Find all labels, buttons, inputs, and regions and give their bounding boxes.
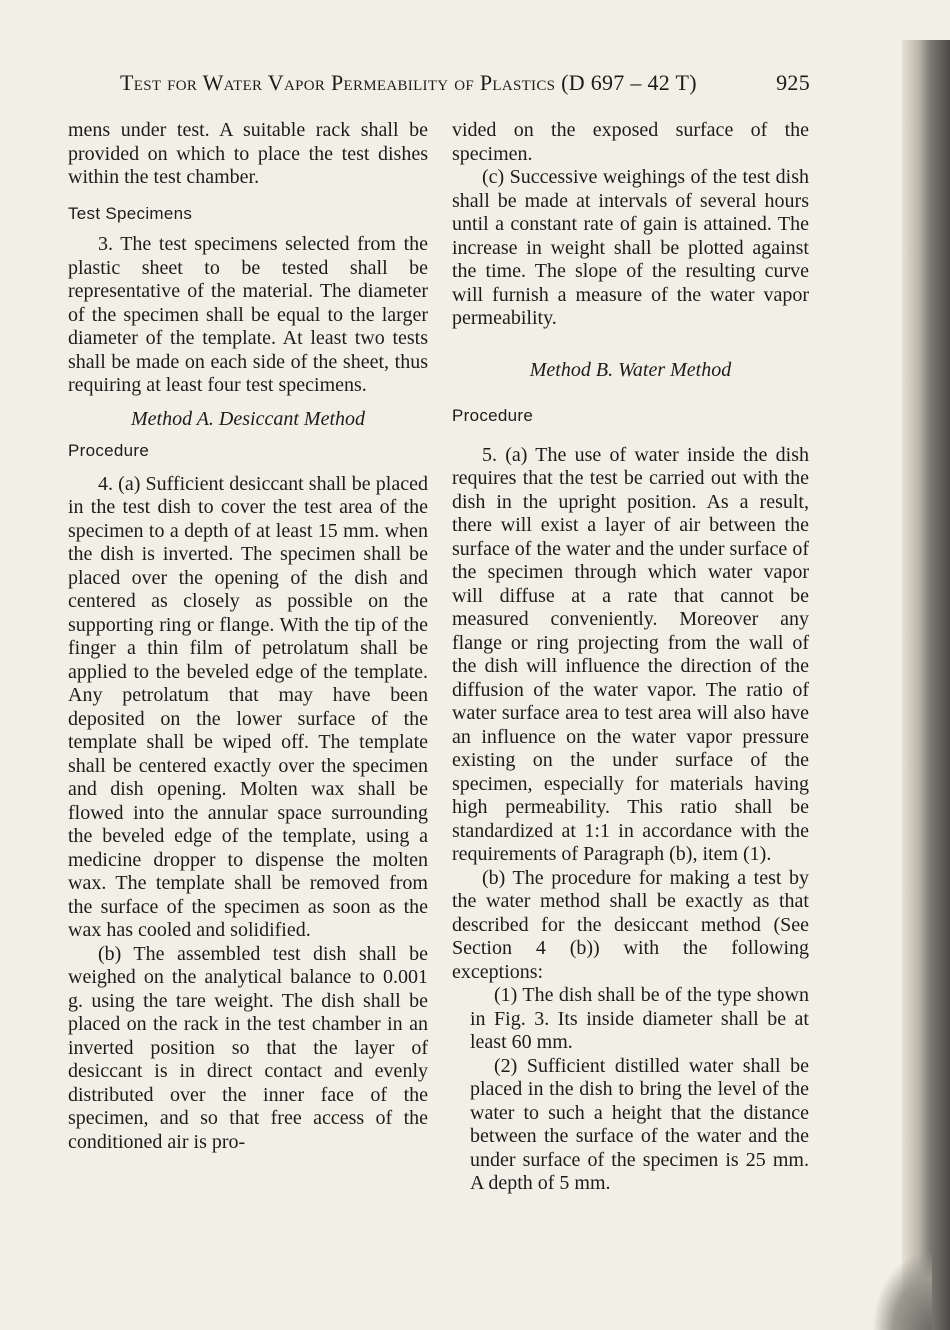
running-header: [120, 70, 810, 96]
method-heading-a: Method A. Desiccant Method: [130, 407, 365, 430]
paragraph: (c) Successive weighings of the test dish shall be made at intervals of several hours until a constant rate of gain is attained. The increase in weight shall be plotted against the time. The slope of the resulting curve will furnish a measure of the water vapor permeability.: [452, 166, 809, 329]
paragraph: vided on the exposed surface of the specimen.: [452, 119, 809, 165]
running-title: Test for Water Vapor Permeability of Plastics (D 697 – 42 T): [120, 70, 697, 95]
page-number: 925: [776, 70, 810, 95]
section-heading-test-specimens: Test Specimens: [68, 203, 193, 223]
left-column: [68, 119, 428, 1154]
right-column: [452, 119, 809, 1196]
page-corner-curl: [872, 1250, 932, 1330]
paragraph: mens under test. A suitable rack shall be provided on which to place the test dishes within the test chamber.: [68, 119, 428, 188]
section-heading-procedure: Procedure: [452, 406, 534, 425]
paragraph: 4. (a) Sufficient desiccant shall be placed in the test dish to cover the test area of the specimen to a depth of at least 15 mm. when the dish is inverted. The specimen shall be placed over the opening of the dish and centered as closely as possible on the supporting ring or flange. With the tip of the finger a thin film of petrolatum shall be applied to the beveled edge of the template. Any petrolatum that may have been deposited on the lower surface of the template shall be wiped off. The template shall be centered exactly over the specimen and dish opening. Molten wax shall be flowed into the annular space surrounding the beveled edge of the template, using a medicine dropper to dispense the molten wax. The template shall be removed from the surface of the specimen as soon as the wax has cooled and solidified.: [68, 472, 428, 941]
section-heading-procedure: Procedure: [68, 441, 150, 460]
paragraph: 5. (a) The use of water inside the dish requires that the test be carried out with the dish in the upright position. As a result, there will exist a layer of air between the surface of the water and the under surface of the specimen through which water vapor will diffuse at a rate that cannot be measured conveniently. Moreover any flange or ring projecting from the wall of the dish will influence the direction of the diffusion of the water vapor. The ratio of water surface area to test area will also have an influence on the water vapor pressure existing on the under surface of the specimen, especially for materials having high permeability. This ratio shall be standardized at 1:1 in accordance with the requirements of Paragraph (b), item (1).: [452, 443, 809, 865]
paragraph: (1) The dish shall be of the type shown in Fig. 3. Its inside diameter shall be at least 60 mm.: [470, 984, 809, 1053]
scan-binding-edge: [902, 40, 950, 1330]
method-heading-b: Method B. Water Method: [529, 358, 732, 381]
paragraph: (b) The assembled test dish shall be weighed on the analytical balance to 0.001 g. using the tare weight. The dish shall be placed on the rack in the test chamber in an inverted position so that the layer of desiccant is in direct contact and evenly distributed over the inner face of the specimen, and so that free access of the conditioned air is pro-: [68, 942, 428, 1153]
paragraph: (2) Sufficient distilled water shall be placed in the dish to bring the level of the water to such a height that the distance between the surface of the water and the under surface of the specimen is 25 mm. A depth of 5 mm.: [470, 1054, 809, 1194]
paragraph: (b) The procedure for making a test by the water method shall be exactly as that described for the desiccant method (See Section 4 (b)) with the following exceptions:: [452, 866, 809, 983]
paragraph: 3. The test specimens selected from the plastic sheet to be tested shall be representative of the material. The diameter of the specimen shall be equal to the larger diameter of the template. At least two tests shall be made on each side of the sheet, thus requiring at least four test specimens.: [68, 233, 428, 396]
